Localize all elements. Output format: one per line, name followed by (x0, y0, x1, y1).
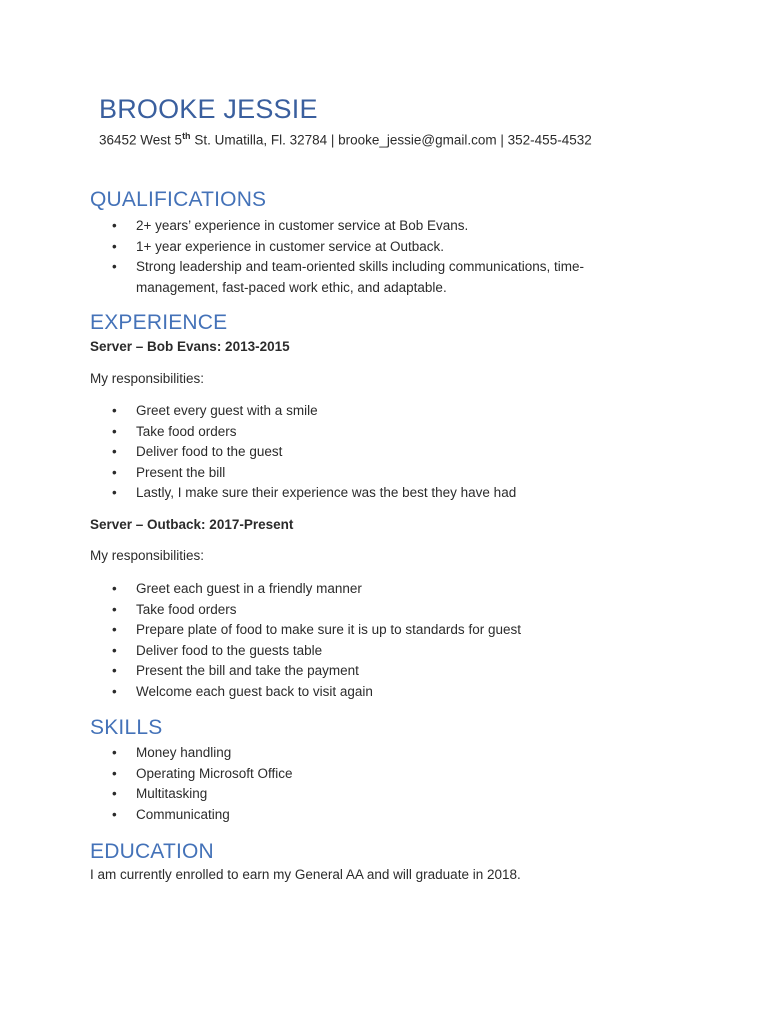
bullet-icon: • (112, 218, 117, 233)
bullet-icon: • (112, 622, 117, 638)
list-item (90, 257, 630, 298)
list-item-text: 2+ years’ experience in customer service at Bob Evans. (136, 218, 469, 233)
education-heading: EDUCATION (90, 840, 214, 863)
bullet-icon: • (112, 464, 117, 480)
list-item (90, 463, 630, 484)
bullet-icon: • (112, 581, 117, 596)
skills-heading: SKILLS (90, 716, 163, 739)
bullet-icon: • (112, 444, 117, 460)
address-suffix: St. Umatilla, Fl. 32784 | brooke_jessie@gmail.com | 352-455-4532 (190, 132, 592, 148)
list-item (90, 483, 630, 504)
list-item-text: Deliver food to the guest (136, 444, 283, 460)
address-superscript: th (182, 131, 191, 141)
skills-list (90, 743, 630, 825)
address-prefix: 36452 West 5 (99, 132, 183, 148)
job-responsibilities-list (90, 401, 630, 504)
list-item (90, 237, 630, 258)
list-item-text: Strong leadership and team-oriented skills including communications, time-management, fast-paced work ethic, and adaptable. (136, 259, 584, 295)
bullet-icon: • (112, 683, 117, 699)
bullet-icon: • (112, 423, 117, 439)
bullet-icon: • (112, 238, 117, 254)
list-item (90, 620, 630, 641)
responsibilities-label: My responsibilities: (90, 548, 205, 563)
list-item-text: Present the bill and take the payment (136, 663, 359, 679)
list-item-text: Take food orders (136, 601, 237, 617)
list-item-text: Money handling (136, 745, 232, 760)
bullet-icon: • (112, 259, 117, 275)
bullet-icon: • (112, 601, 117, 617)
list-item (90, 401, 630, 422)
list-item (90, 442, 630, 463)
responsibilities-label: My responsibilities: (90, 371, 205, 386)
qualifications-heading: QUALIFICATIONS (90, 188, 267, 211)
bullet-icon: • (112, 485, 117, 501)
list-item (90, 422, 630, 443)
contact-line (99, 131, 592, 148)
bullet-icon: • (112, 765, 117, 781)
list-item-text: Greet each guest in a friendly manner (136, 581, 362, 596)
bullet-icon: • (112, 642, 117, 658)
bullet-icon: • (112, 663, 117, 679)
list-item (90, 661, 630, 682)
experience-heading: EXPERIENCE (90, 311, 228, 334)
list-item-text: Prepare plate of food to make sure it is up to standards for guest (136, 622, 521, 638)
qualifications-list (90, 216, 630, 298)
list-item-text: Multitasking (136, 786, 208, 802)
job-responsibilities-list (90, 579, 630, 703)
list-item (90, 784, 630, 805)
bullet-icon: • (112, 403, 117, 418)
list-item-text: Greet every guest with a smile (136, 403, 318, 418)
list-item-text: 1+ year experience in customer service at Outback. (136, 238, 445, 254)
resume-name: BROOKE JESSIE (99, 94, 318, 124)
list-item-text: Present the bill (136, 464, 226, 480)
list-item (90, 743, 630, 764)
bullet-icon: • (112, 806, 117, 822)
list-item (90, 216, 630, 237)
list-item-text: Communicating (136, 806, 230, 822)
list-item-text: Take food orders (136, 423, 237, 439)
list-item-text: Lastly, I make sure their experience was the best they have had (136, 485, 517, 501)
education-text: I am currently enrolled to earn my General AA and will graduate in 2018. (90, 867, 521, 882)
list-item-text: Operating Microsoft Office (136, 765, 293, 781)
bullet-icon: • (112, 786, 117, 802)
list-item (90, 579, 630, 600)
list-item-text: Welcome each guest back to visit again (136, 683, 373, 699)
list-item (90, 764, 630, 785)
list-item-text: Deliver food to the guests table (136, 642, 323, 658)
list-item (90, 641, 630, 662)
job-title: Server – Outback: 2017-Present (90, 517, 294, 532)
job-title: Server – Bob Evans: 2013-2015 (90, 339, 290, 354)
list-item (90, 600, 630, 621)
bullet-icon: • (112, 745, 117, 760)
list-item (90, 805, 630, 826)
list-item (90, 682, 630, 703)
